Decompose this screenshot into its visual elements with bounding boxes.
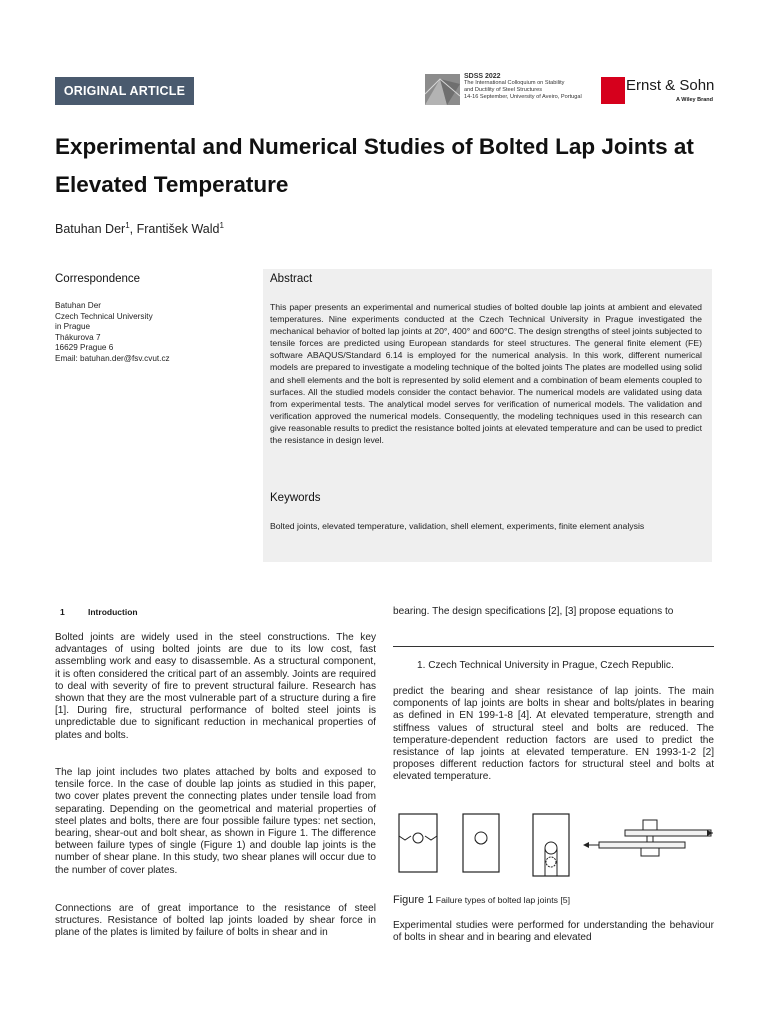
bearing-failure-diagram [463,814,499,872]
publisher-name: Ernst & Sohn [626,77,715,94]
conference-name: SDSS 2022 [464,73,501,80]
figure-label: Figure 1 [393,894,434,906]
affiliation-mark: 1 [219,221,224,230]
correspondence-line: 16629 Prague 6 [55,343,114,352]
bolt-shear-failure-diagram [583,820,713,856]
correspondence-line: Czech Technical University [55,311,153,321]
conference-line: The International Colloquium on Stability [464,80,565,86]
author-list [55,221,224,236]
conference-info [464,73,599,101]
net-section-failure-diagram [399,814,437,872]
author-name: Batuhan Der [55,222,126,237]
figure-caption [393,894,570,906]
body-paragraph: Experimental studies were performed for understanding the behaviour of bolts in shear and in bearing and elevated [393,920,714,944]
body-paragraph: predict the bearing and shear resistance of lap joints. The main components of lap joints are bolts in shear and bolts/plates in bearing as defined in EN 199-1-8 [4]. At elevated temperature, strength and stiffness values of structural steel and bolts are reduced. The temperature-dependent reduction factors are used to predict the resistance of lap joints at elevated temperature. EN 1993-1-2 [2] proposes different reduction factors for structural steel and bolts at elevated temperature. [393,686,714,783]
keywords-heading: Keywords [270,492,321,504]
keywords-text: Bolted joints, elevated temperature, validation, shell element, experiments, finite element analysis [270,521,645,531]
correspondence-email: Email: batuhan.der@fsv.cvut.cz [55,353,170,363]
conference-line: and Ductility of Steel Structures [464,87,543,93]
body-paragraph: The lap joint includes two plates attached by bolts and exposed to tensile force. In the case of double lap joints as studied in this paper, two cover plates prevent the connecting plates under tensile load from separating. Depending on the geometrical and material properties of steel plates and bolts, there are four possible failure types: net section, bearing, shear-out and bolt shear, as shown in Figure 1. The difference between failure types of single (Figure 1) and double lap joints is the number of shear plane. In this study, two shear planes will occur due to the number of cover plates. [55,767,376,876]
correspondence-line: in Prague [55,322,91,331]
abstract-heading: Abstract [270,273,313,285]
publisher-logo-icon [601,77,625,104]
section-title: Introduction [88,607,138,617]
figure-caption-text: Failure types of bolted lap joints [5] [433,895,571,905]
paper-title: Experimental and Numerical Studies of Bolted Lap Joints at Elevated Temperature [55,134,694,197]
footnote: 1. Czech Technical University in Prague, Czech Republic. [417,660,674,671]
correspondence-line: Thákurova 7 [55,332,101,342]
body-paragraph: Bolted joints are widely used in the steel constructions. The key advantages of using bolted joints are due to its low cost, fast assembling work and easy to disassemble. As a structural component, it is often considered the critical part of an assembly. Joints are required to deal with severity of fire to prevent structural failure. Research has shown that they are the most vulnerable part of a structure during a fire [1]. During fire, structural performance of bolted steel joints is unpredictable due to significant reduction in mechanical properties of plates and bolts. [55,632,376,741]
section-number: 1 [60,607,65,617]
abstract-text: This paper presents an experimental and numerical studies of bolted double lap joints at ambient and elevated temperatures. Nine experiments conducted at the Czech Technical University in Prague investigated the mechanical behavior of bolted lap joints at 20°, 400° and 600°C. The design strengths of steel joints subjected to tensile forces are predicted using European standards for steel structures. The general finite element (FE) software ABAQUS/Standard 6.14 is employed for the numerical analysis. In this work, different numerical models are prepared to investigate a modeling technique of the bolted joints The plates are modelled using solid and shell elements and the bolt is represented by solid element and a combination of beam elements coupled to surfaces. All the studied models consider the contact behavior. The numerical models are validated using data from experimental tests. The analytical model serves for verification of numerical models. The validation and verification approved the numerical models. Consequently, the modeling techniques used in this research can give reasonable results to predict the resistance bolted joints at elevated temperature and can be used to predict the resistance in design level. [270,302,702,446]
body-paragraph: Connections are of great importance to the resistance of steel structures. Resistance of bolted lap joints loaded by shear force in plane of the plates is limited by failure of bolts in shear and in [55,903,376,939]
conference-line: 14-16 September, University of Aveiro, Portugal [464,94,582,100]
author-name: František Wald [136,222,220,237]
footnote-divider [393,646,714,647]
correspondence-heading: Correspondence [55,273,141,285]
publisher-tagline: A Wiley Brand [676,97,714,103]
article-type-badge: ORIGINAL ARTICLE [55,77,194,105]
failure-types-figure [393,810,714,878]
shear-out-failure-diagram [533,814,569,876]
author-separator: , [129,222,137,237]
affiliation-mark: 1 [125,221,130,230]
correspondence-details [55,301,170,364]
correspondence-line: Batuhan Der [55,301,101,310]
body-paragraph: bearing. The design specifications [2], [3] propose equations to [393,606,674,617]
sdss-logo-icon [425,74,460,105]
